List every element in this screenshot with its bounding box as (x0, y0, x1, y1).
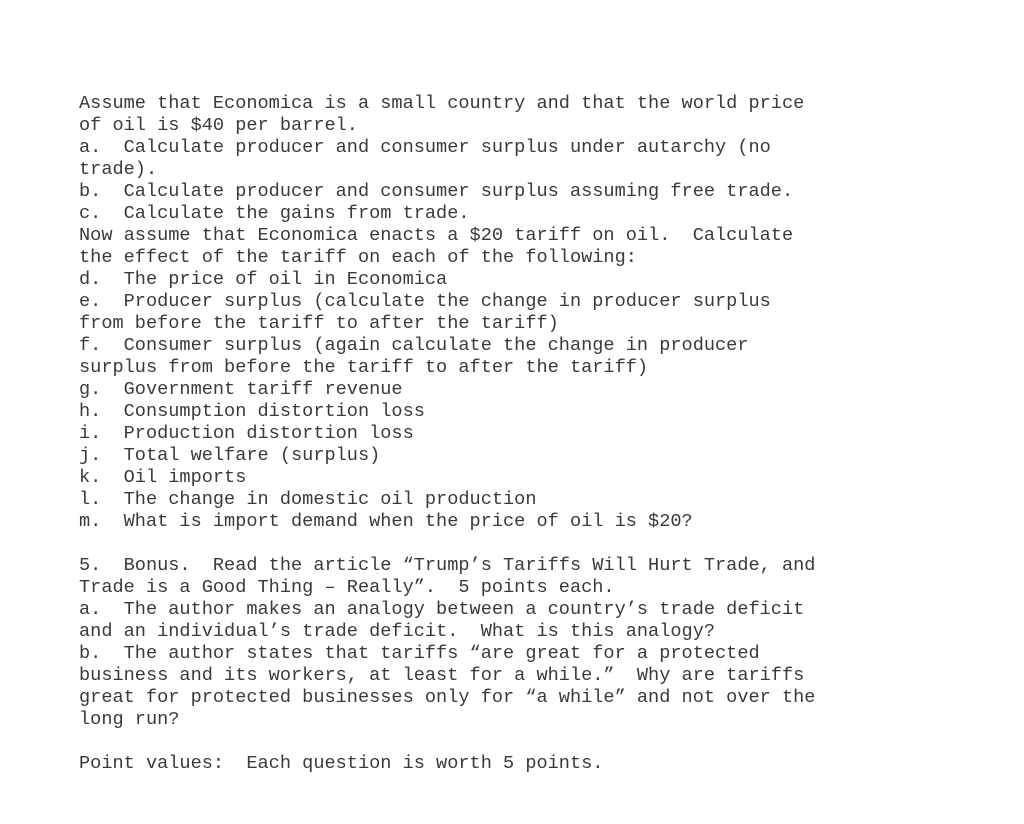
item-e-line-2: from before the tariff to after the tariff) (79, 313, 559, 334)
bonus-item-b-line-3: great for protected businesses only for “a while” and not over the (79, 687, 816, 708)
item-d: d. The price of oil in Economica (79, 269, 448, 290)
item-a-line-1: a. Calculate producer and consumer surplus under autarchy (no (79, 137, 771, 158)
item-f-line-1: f. Consumer surplus (again calculate the change in producer (79, 335, 749, 356)
paragraph-gap (79, 533, 929, 555)
paragraph-gap (79, 731, 929, 753)
tariff-intro-line-1: Now assume that Economica enacts a $20 tariff on oil. Calculate (79, 225, 794, 246)
item-e-line-1: e. Producer surplus (calculate the change in producer surplus (79, 291, 771, 312)
bonus-item-a-line-1: a. The author makes an analogy between a country’s trade deficit (79, 599, 805, 620)
document-page (79, 93, 929, 775)
point-values-note: Point values: Each question is worth 5 points. (79, 753, 604, 774)
item-c: c. Calculate the gains from trade. (79, 203, 470, 224)
item-i: i. Production distortion loss (79, 423, 414, 444)
item-g: g. Government tariff revenue (79, 379, 403, 400)
item-a-line-2: trade). (79, 159, 158, 180)
bonus-item-b-line-2: business and its workers, at least for a while.” Why are tariffs (79, 665, 805, 686)
problem-intro-line-2: of oil is $40 per barrel. (79, 115, 358, 136)
item-j: j. Total welfare (surplus) (79, 445, 381, 466)
item-m: m. What is import demand when the price of oil is $20? (79, 511, 693, 532)
bonus-item-a-line-2: and an individual’s trade deficit. What is this analogy? (79, 621, 716, 642)
item-b: b. Calculate producer and consumer surplus assuming free trade. (79, 181, 794, 202)
item-h: h. Consumption distortion loss (79, 401, 425, 422)
item-k: k. Oil imports (79, 467, 247, 488)
bonus-intro-line-2: Trade is a Good Thing – Really”. 5 points each. (79, 577, 615, 598)
bonus-item-b-line-4: long run? (79, 709, 180, 730)
item-l: l. The change in domestic oil production (79, 489, 537, 510)
tariff-intro-line-2: the effect of the tariff on each of the following: (79, 247, 637, 268)
item-f-line-2: surplus from before the tariff to after the tariff) (79, 357, 649, 378)
bonus-intro-line-1: 5. Bonus. Read the article “Trump’s Tariffs Will Hurt Trade, and (79, 555, 816, 576)
bonus-item-b-line-1: b. The author states that tariffs “are great for a protected (79, 643, 760, 664)
problem-intro-line-1: Assume that Economica is a small country and that the world price (79, 93, 805, 114)
